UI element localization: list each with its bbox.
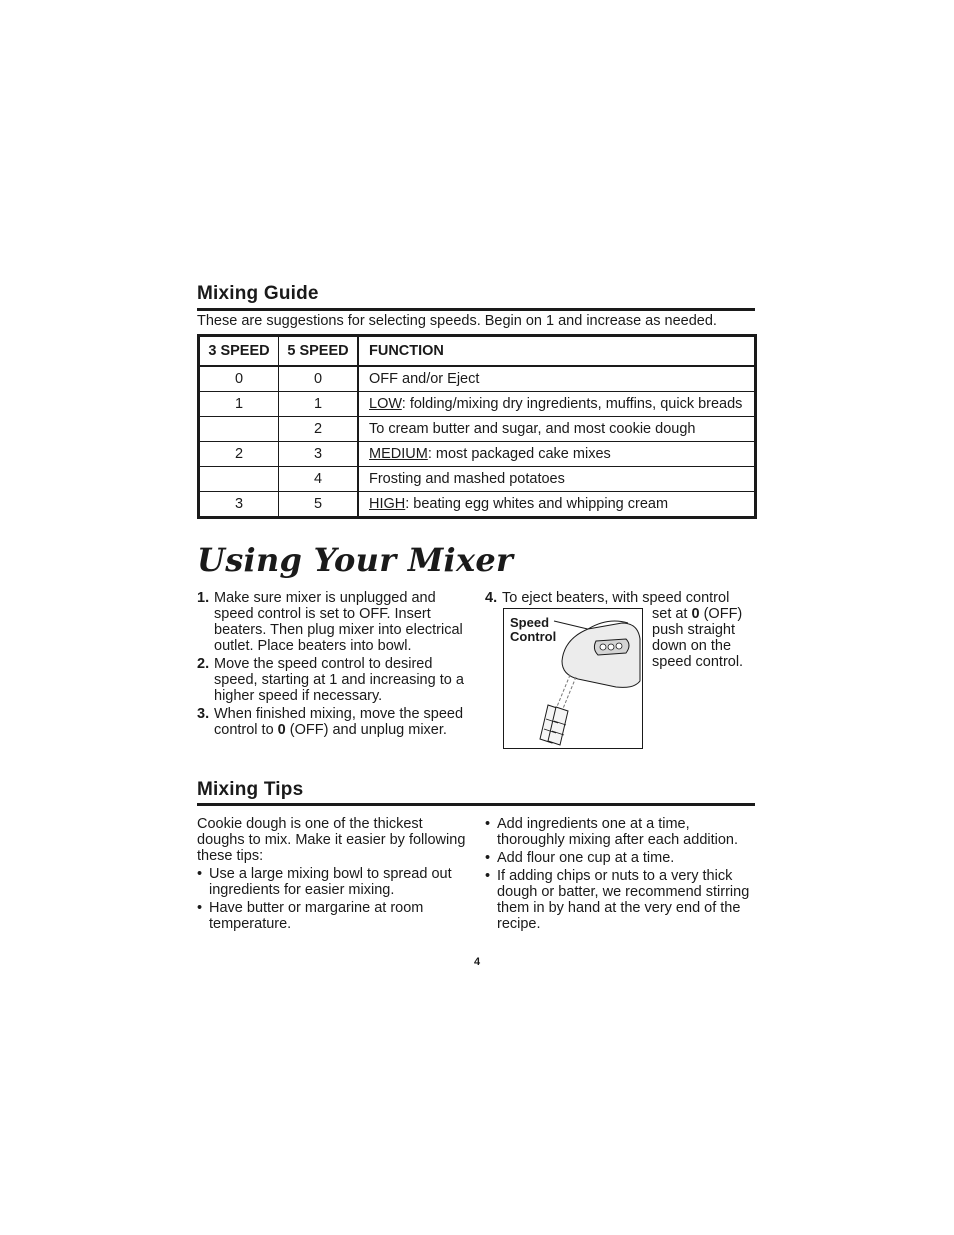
step-4-continued [652,606,752,670]
mixing-guide-title: Mixing Guide [197,283,319,304]
tip-text: Use a large mixing bowl to spread out ingredients for easier mixing. [209,866,452,898]
speed-label-high: HIGH [369,496,406,512]
function-desc: : folding/mixing dry ingredients, muffins, quick breads [401,396,743,412]
cell-5-speed: 1 [279,392,359,417]
table-header-row [199,336,756,367]
step-item [197,590,469,654]
function-desc: : beating egg whites and whipping cream [405,496,669,512]
bullet-dot: • [485,850,491,866]
bullet-dot: • [485,868,491,884]
step-number: 4. [485,590,498,606]
function-desc: OFF and/or Eject [369,371,480,387]
mixing-guide-rule [197,308,755,311]
table-row [199,366,756,392]
table-row [199,442,756,467]
steps-list [197,590,469,740]
cell-function [358,417,756,442]
step-item [197,656,469,704]
step-text: set at [652,606,692,622]
table-row [199,417,756,442]
tips-right-column [485,816,755,932]
step-4-line [485,590,755,606]
mixing-tips-title: Mixing Tips [197,779,304,800]
step-number: 3. [197,706,210,722]
step-text: Move the speed control to desired speed, starting at 1 and increasing to a higher speed if necessary. [214,656,464,704]
step-text: When finished mixing, move the speed control to [214,706,464,738]
tip-text: Have butter or margarine at room temperature. [209,900,424,932]
tip-text: If adding chips or nuts to a very thick dough or batter, we recommend stirring them in by hand at the very end of the recipe. [497,868,750,932]
tip-text: Add flour one cup at a time. [497,850,675,866]
cell-3-speed: 2 [199,442,279,467]
using-your-mixer-title: Using Your Mixer [197,541,514,579]
speed-table [197,334,757,519]
header-3-speed: 3 SPEED [199,336,279,367]
function-desc: : most packaged cake mixes [427,446,611,462]
header-function: FUNCTION [358,336,756,367]
page-number: 4 [473,956,481,968]
speed-label-low: LOW [369,396,402,412]
function-desc: To cream butter and sugar, and most cookie dough [369,421,696,437]
cell-5-speed: 2 [279,417,359,442]
callout-line-2: Control [510,629,557,644]
step-text-bold: 0 [691,606,700,622]
table-row [199,392,756,417]
step-text: Make sure mixer is unplugged and speed control is set to OFF. Insert beaters. Then plug mixer into electrical outlet. Place beaters into bowl. [214,590,463,654]
table-row [199,467,756,492]
cell-3-speed: 3 [199,492,279,518]
hand-mixer-illustration [504,609,642,748]
tip-item [485,816,755,848]
tip-item [485,850,755,866]
cell-function [358,392,756,417]
cell-5-speed: 0 [279,366,359,392]
cell-3-speed: 0 [199,366,279,392]
tip-item [197,900,472,932]
cell-3-speed [199,467,279,492]
table-row [199,492,756,518]
cell-function [358,442,756,467]
function-desc: Frosting and mashed potatoes [369,471,565,487]
cell-5-speed: 5 [279,492,359,518]
step-item [197,706,469,738]
mixing-tips-rule [197,803,755,806]
cell-function [358,492,756,518]
header-5-speed: 5 SPEED [279,336,359,367]
speed-label-medium: MEDIUM [369,446,428,462]
cell-5-speed: 4 [279,467,359,492]
step-text: (OFF) push straight down on the speed control. [652,606,744,670]
cell-5-speed: 3 [279,442,359,467]
callout-line-1: Speed [510,615,550,630]
cell-function [358,467,756,492]
step-text: To eject beaters, with speed control [502,590,730,606]
bullet-dot: • [485,816,491,832]
bullet-dot: • [197,866,203,882]
cell-function [358,366,756,392]
step-text-bold: 0 [277,722,286,738]
mixer-figure [503,608,643,749]
step-4 [485,590,755,606]
mixing-guide-intro: These are suggestions for selecting speeds. Begin on 1 and increase as needed. [197,313,717,329]
tip-item [485,868,755,932]
step-text: (OFF) and unplug mixer. [285,722,447,738]
step-number: 2. [197,656,210,672]
tip-item [197,866,472,898]
tips-intro: Cookie dough is one of the thickest doughs to mix. Make it easier by following these tips: [197,816,466,864]
step-number: 1. [197,590,210,606]
cell-3-speed: 1 [199,392,279,417]
tip-text: Add ingredients one at a time, thoroughly mixing after each addition. [497,816,739,848]
tips-left-column [197,816,472,932]
cell-3-speed [199,417,279,442]
bullet-dot: • [197,900,203,916]
